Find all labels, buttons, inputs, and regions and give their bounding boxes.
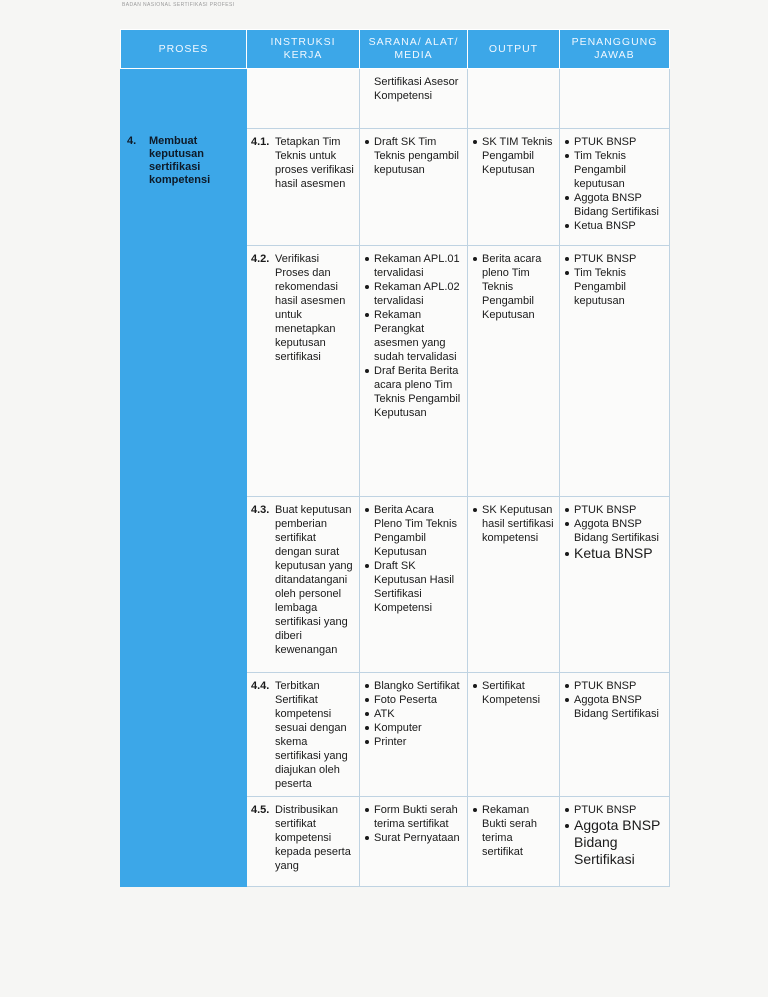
document-header-note: BADAN NASIONAL SERTIFIKASI PROFESI: [122, 2, 235, 8]
list-item: Rekaman APL.01 tervalidasi: [364, 252, 463, 280]
list-item: Tim Teknis Pengambil keputusan: [564, 149, 665, 191]
header-output: OUTPUT: [468, 30, 560, 69]
sarana-list: [364, 252, 463, 420]
list-item: SK Keputusan hasil sertifikasi kompetensi: [472, 503, 555, 545]
proses-cell: [121, 128, 247, 886]
output-list: [472, 679, 555, 707]
list-item: Berita Acara Pleno Tim Teknis Pengambil Keputusan: [364, 503, 463, 559]
list-item: Sertifikat Kompetensi: [472, 679, 555, 707]
header-instruksi-kerja: INSTRUKSI KERJA: [247, 30, 360, 69]
list-item: Berita acara pleno Tim Teknis Pengambil Keputusan: [472, 252, 555, 322]
list-item: Rekaman Perangkat asesmen yang sudah tervalidasi: [364, 308, 463, 364]
list-item: Form Bukti serah terima sertifikat: [364, 803, 463, 831]
list-item: Printer: [364, 735, 463, 749]
list-item: Komputer: [364, 721, 463, 735]
step-instruction: Buat keputusan pemberian sertifikat dengan surat keputusan yang ditandatangani oleh personel lembaga sertifikasi yang diberi kewenangan: [275, 504, 353, 657]
output-list: [472, 803, 555, 859]
list-item: Ketua BNSP: [564, 219, 665, 233]
list-item: Foto Peserta: [364, 693, 463, 707]
output-list: [472, 503, 555, 545]
penanggung-jawab-list: [564, 803, 665, 868]
step-number: 4.4.: [251, 679, 270, 692]
list-item: PTUK BNSP: [564, 803, 665, 817]
continued-sarana-text: Sertifikasi Asesor Kompetensi: [374, 76, 459, 102]
step-instruction: Tetapkan Tim Teknis untuk proses verifikasi hasil asesmen: [275, 135, 354, 190]
output-list: [472, 135, 555, 177]
sarana-list: [364, 679, 463, 749]
list-item: Draft SK Keputusan Hasil Sertifikasi Kompetensi: [364, 559, 463, 615]
step-number: 4.1.: [251, 135, 270, 148]
step-instruction: Distribusikan sertifikat kompetensi kepada peserta yang: [275, 804, 351, 873]
list-item: Tim Teknis Pengambil keputusan: [564, 266, 665, 308]
penanggung-jawab-list: [564, 503, 665, 562]
list-item: Aggota BNSP Bidang Sertifikasi: [564, 517, 665, 545]
list-item: Aggota BNSP Bidang Sertifikasi: [564, 693, 665, 721]
step-number: 4.3.: [251, 504, 270, 517]
step-instruction: Verifikasi Proses dan rekomendasi hasil asesmen untuk menetapkan keputusan sertifikasi: [275, 252, 346, 363]
penanggung-jawab-list: [564, 135, 665, 233]
proses-number: 4.: [127, 134, 137, 147]
list-item: Aggota BNSP Bidang Sertifikasi: [564, 191, 665, 219]
sarana-list: [364, 803, 463, 845]
list-item: Ketua BNSP: [564, 545, 665, 562]
list-item: Rekaman Bukti serah terima sertifikat: [472, 803, 555, 859]
header-proses: PROSES: [121, 30, 247, 69]
list-item: PTUK BNSP: [564, 503, 665, 517]
step-number: 4.2.: [251, 252, 270, 265]
sarana-list: [364, 135, 463, 177]
procedure-table: [120, 29, 670, 887]
list-item: Draf Berita Berita acara pleno Tim Teknis Pengambil Keputusan: [364, 364, 463, 420]
table-header-row: [121, 30, 670, 69]
sarana-list: [364, 503, 463, 615]
header-sarana: SARANA/ ALAT/ MEDIA: [360, 30, 468, 69]
list-item: ATK: [364, 707, 463, 721]
proses-label: Membuat keputusan sertifikasi kompetensi: [149, 134, 211, 186]
list-item: PTUK BNSP: [564, 679, 665, 693]
list-item: PTUK BNSP: [564, 135, 665, 149]
table-row-continuation: [121, 69, 670, 129]
penanggung-jawab-list: [564, 252, 665, 308]
output-list: [472, 252, 555, 322]
step-number: 4.5.: [251, 804, 270, 817]
list-item: Blangko Sertifikat: [364, 679, 463, 693]
list-item: SK TIM Teknis Pengambil Keputusan: [472, 135, 555, 177]
list-item: Draft SK Tim Teknis pengambil keputusan: [364, 135, 463, 177]
list-item: Aggota BNSP Bidang Sertifikasi: [564, 817, 665, 868]
step-instruction: Terbitkan Sertifikat kompetensi sesuai dengan skema sertifikasi yang diajukan oleh peserta: [275, 679, 348, 790]
list-item: PTUK BNSP: [564, 252, 665, 266]
penanggung-jawab-list: [564, 679, 665, 721]
list-item: Surat Pernyataan: [364, 831, 463, 845]
list-item: Rekaman APL.02 tervalidasi: [364, 280, 463, 308]
table-row-4-1: [121, 128, 670, 245]
header-penanggung-jawab: PENANGGUNG JAWAB: [560, 30, 670, 69]
